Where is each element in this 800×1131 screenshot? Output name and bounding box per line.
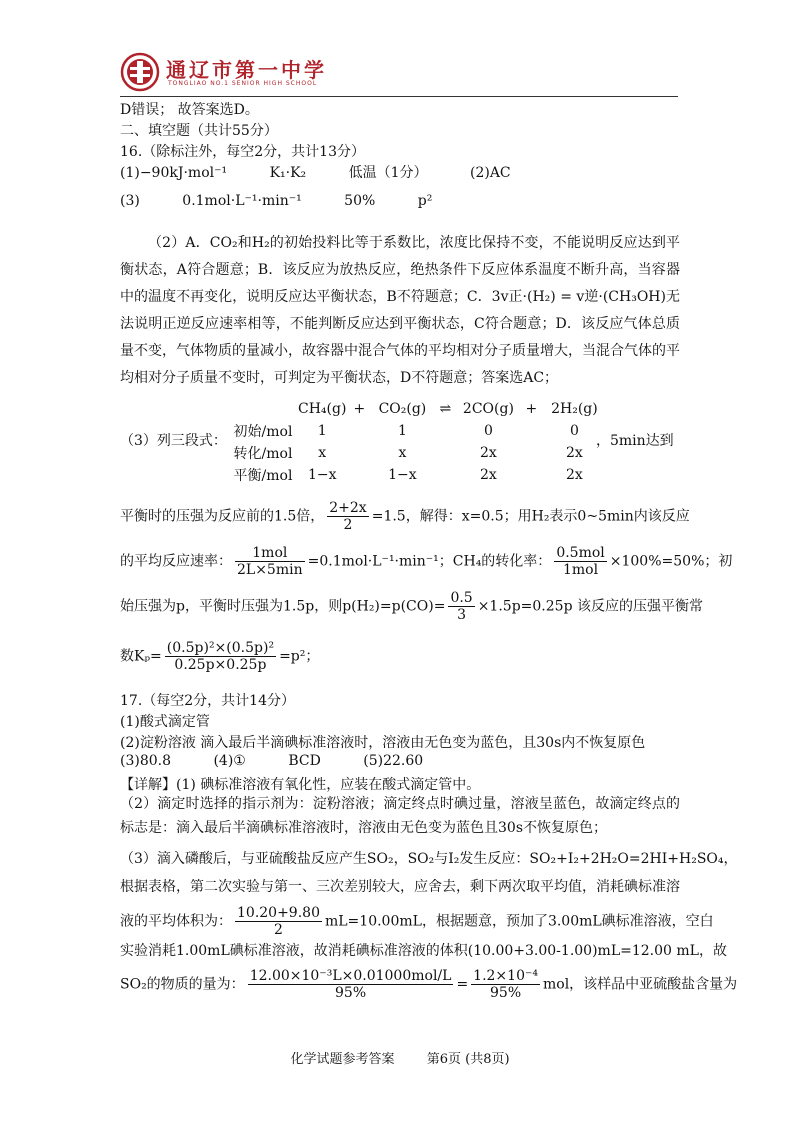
text: 液的平均体积为： [120,913,232,930]
answer: 50% [344,193,376,209]
text: 始压强为p，平衡时压强为1.5p，则p(H₂)=p(CO)= [120,598,446,615]
species: 2CO(g) [462,401,514,417]
calc-line-4 [120,640,319,673]
answer: K₁·K₂ [269,165,307,181]
species: 2H₂(g) [551,401,598,417]
three-stage-table [228,398,604,486]
detail-7 [120,968,737,1001]
fraction [235,905,322,938]
text: 的平均反应速率： [120,553,232,570]
numerator: 2+2x [329,500,367,516]
text: ×100%=50%；初 [609,553,733,570]
answer: (1)−90kJ·mol⁻¹ [120,165,228,181]
denominator: 2L×5min [237,562,303,578]
q17-answer: (2)淀粉溶液 滴入最后半滴碘标准溶液时，溶液由无色变为蓝色，且30s内不恢复原色 [120,735,646,751]
table-cell: 0 [569,423,579,439]
table-row [228,420,604,442]
answer: (3) [120,193,140,209]
answer: 0.1mol·L⁻¹·min⁻¹ [182,193,302,209]
fraction [471,968,540,1001]
species: CH₄(g) [298,401,347,417]
fraction [248,968,454,1001]
fraction [327,500,368,533]
denominator: 0.25p×0.25p [174,657,267,673]
operator: + [353,401,366,417]
answer: (5)22.60 [363,753,424,769]
equation-row [228,398,604,420]
text: =1.5，解得：x=0.5；用H₂表示0~5min内该反应 [371,508,690,525]
footer-subject: 化学试题参考答案 [290,1052,395,1067]
row-label: 转化/mol [233,446,293,462]
table-cell: x [318,445,327,461]
text: 数Kₚ= [120,648,162,665]
table-row [228,442,604,464]
denominator: 1mol [562,562,599,578]
detail-4: 根据表格，第二次实验与第一、三次差别较大，应舍去，剩下两次取平均值，消耗碘标准溶 [120,879,680,895]
section-title: 二、填空题（共计55分） [120,123,278,139]
text: =p²； [279,648,320,665]
numerator: 12.00×10⁻³L×0.01000mol/L [249,968,452,984]
calc-line-2 [120,545,732,578]
fraction [448,590,474,623]
table-cell: 1−x [307,467,337,483]
row-label: 初始/mol [233,424,293,440]
denominator: 95% [490,985,522,1001]
detail-2: （2）滴定时选择的指示剂为：淀粉溶液；滴定终点时碘过量，溶液呈蓝色，故滴定终点的标志是：滴入最后半滴碘标准溶液时，溶液由无色变为蓝色且30s不恢复原色； [120,796,680,836]
denominator: 3 [457,607,467,623]
text-line: D错误； 故答案选D。 [120,102,259,118]
numerator: (0.5p)²×(0.5p)² [166,640,275,656]
text: =0.1mol·L⁻¹·min⁻¹；CH₄的转化率： [307,553,552,570]
fraction [165,640,276,673]
numerator: 0.5 [450,590,473,606]
fraction [235,545,305,578]
text: = [456,976,469,993]
question-17-title: 17.（每空2分，共计14分） [120,693,295,709]
table-row [228,464,604,486]
answer: 低温（1分） [348,165,428,181]
operator: + [525,401,538,417]
detail-1: 【详解】(1) 碘标准溶液有氧化性，应装在酸式滴定管中。 [120,777,481,793]
row-label: 平衡/mol [233,468,293,484]
table-cell: 1 [397,423,407,439]
page-number: 第6页 (共8页) [426,1052,510,1067]
table-cell: 2x [566,467,583,483]
school-logo-icon [120,52,160,92]
numerator: 1mol [235,545,305,562]
calc-line-1 [120,500,690,533]
answer: (4)① [213,753,246,769]
detail-3: （3）滴入磷酸后，与亚硫酸盐反应产生SO₂，SO₂与I₂发生反应：SO₂+I₂+2H₂O=2HI+H₂SO₄， [120,851,738,867]
answer: (3)80.8 [120,753,172,769]
table-cell: 1 [317,423,327,439]
denominator: 95% [335,985,367,1001]
page-header [120,52,680,96]
table-cell: 2x [566,445,583,461]
analysis-part-2: （2）A．CO₂和H₂的初始投料比等于系数比，浓度比保持不变，不能说明反应达到平衡状态，A符合题意；B．该反应为放热反应，绝热条件下反应体系温度不断升高，当容器中的温度不再变化，说明反应达平衡状态，B不符题意；C．3v正·(H₂) = v逆·(CH₃OH)无法说明正逆反应速率相等，不能判断反应达到平衡状态，C符合题意；D．该反应气体总质量不变，气体物质的量减小，故容器中混合气体的平均相对分子质量增大，当混合气体的平均相对分子质量不变时，可判定为平衡状态，D不符题意；答案选AC； [120,235,680,386]
table-cell: 0 [483,423,493,439]
text: mL=10.00mL，根据题意，预加了3.00mL碘标准溶液，空白 [324,913,714,930]
denominator: 2 [274,922,283,938]
answer: p² [417,193,433,209]
species: CO₂(g) [378,401,427,417]
three-stage-tail: ，5min达到 [596,433,674,449]
table-cell: 2x [480,445,497,461]
page-footer [0,1048,800,1067]
fraction [554,545,606,578]
detail-5 [120,905,714,938]
calc-line-3 [120,590,703,623]
table-cell: 1−x [388,467,417,483]
text: 平衡时的压强为反应前的1.5倍， [120,508,325,525]
text: mol，该样品中亚硫酸盐含量为 [542,976,738,993]
detail-6: 实验消耗1.00mL碘标准溶液，故消耗碘标准溶液的体积(10.00+3.00-1.00)mL=12.00 mL，故 [120,943,727,959]
q17-answers-3 [120,753,423,769]
operator: ⇌ [439,401,452,417]
three-stage-label: （3）列三段式： [120,433,227,449]
denominator: 2 [343,517,353,533]
numerator: 10.20+9.80 [237,905,320,921]
answer: BCD [288,753,321,769]
text: SO₂的物质的量为： [120,976,245,993]
header-divider [120,96,678,97]
numerator: 0.5mol [556,545,605,561]
text: ×1.5p=0.25p 该反应的压强平衡常 [477,598,703,615]
q17-answer: (1)酸式滴定管 [120,714,210,730]
school-name: 通辽市第一中学 [166,58,327,82]
q16-answers-3 [120,193,432,209]
q16-answers-1 [120,162,511,182]
numerator: 1.2×10⁻⁴ [473,968,538,984]
school-subtitle: TONGLIAO NO.1 SENIOR HIGH SCHOOL [168,80,318,87]
table-cell: x [398,445,407,461]
question-16-title: 16.（除标注外，每空2分，共计13分） [120,144,365,160]
table-cell: 2x [480,467,497,483]
answer: (2)AC [469,165,511,181]
